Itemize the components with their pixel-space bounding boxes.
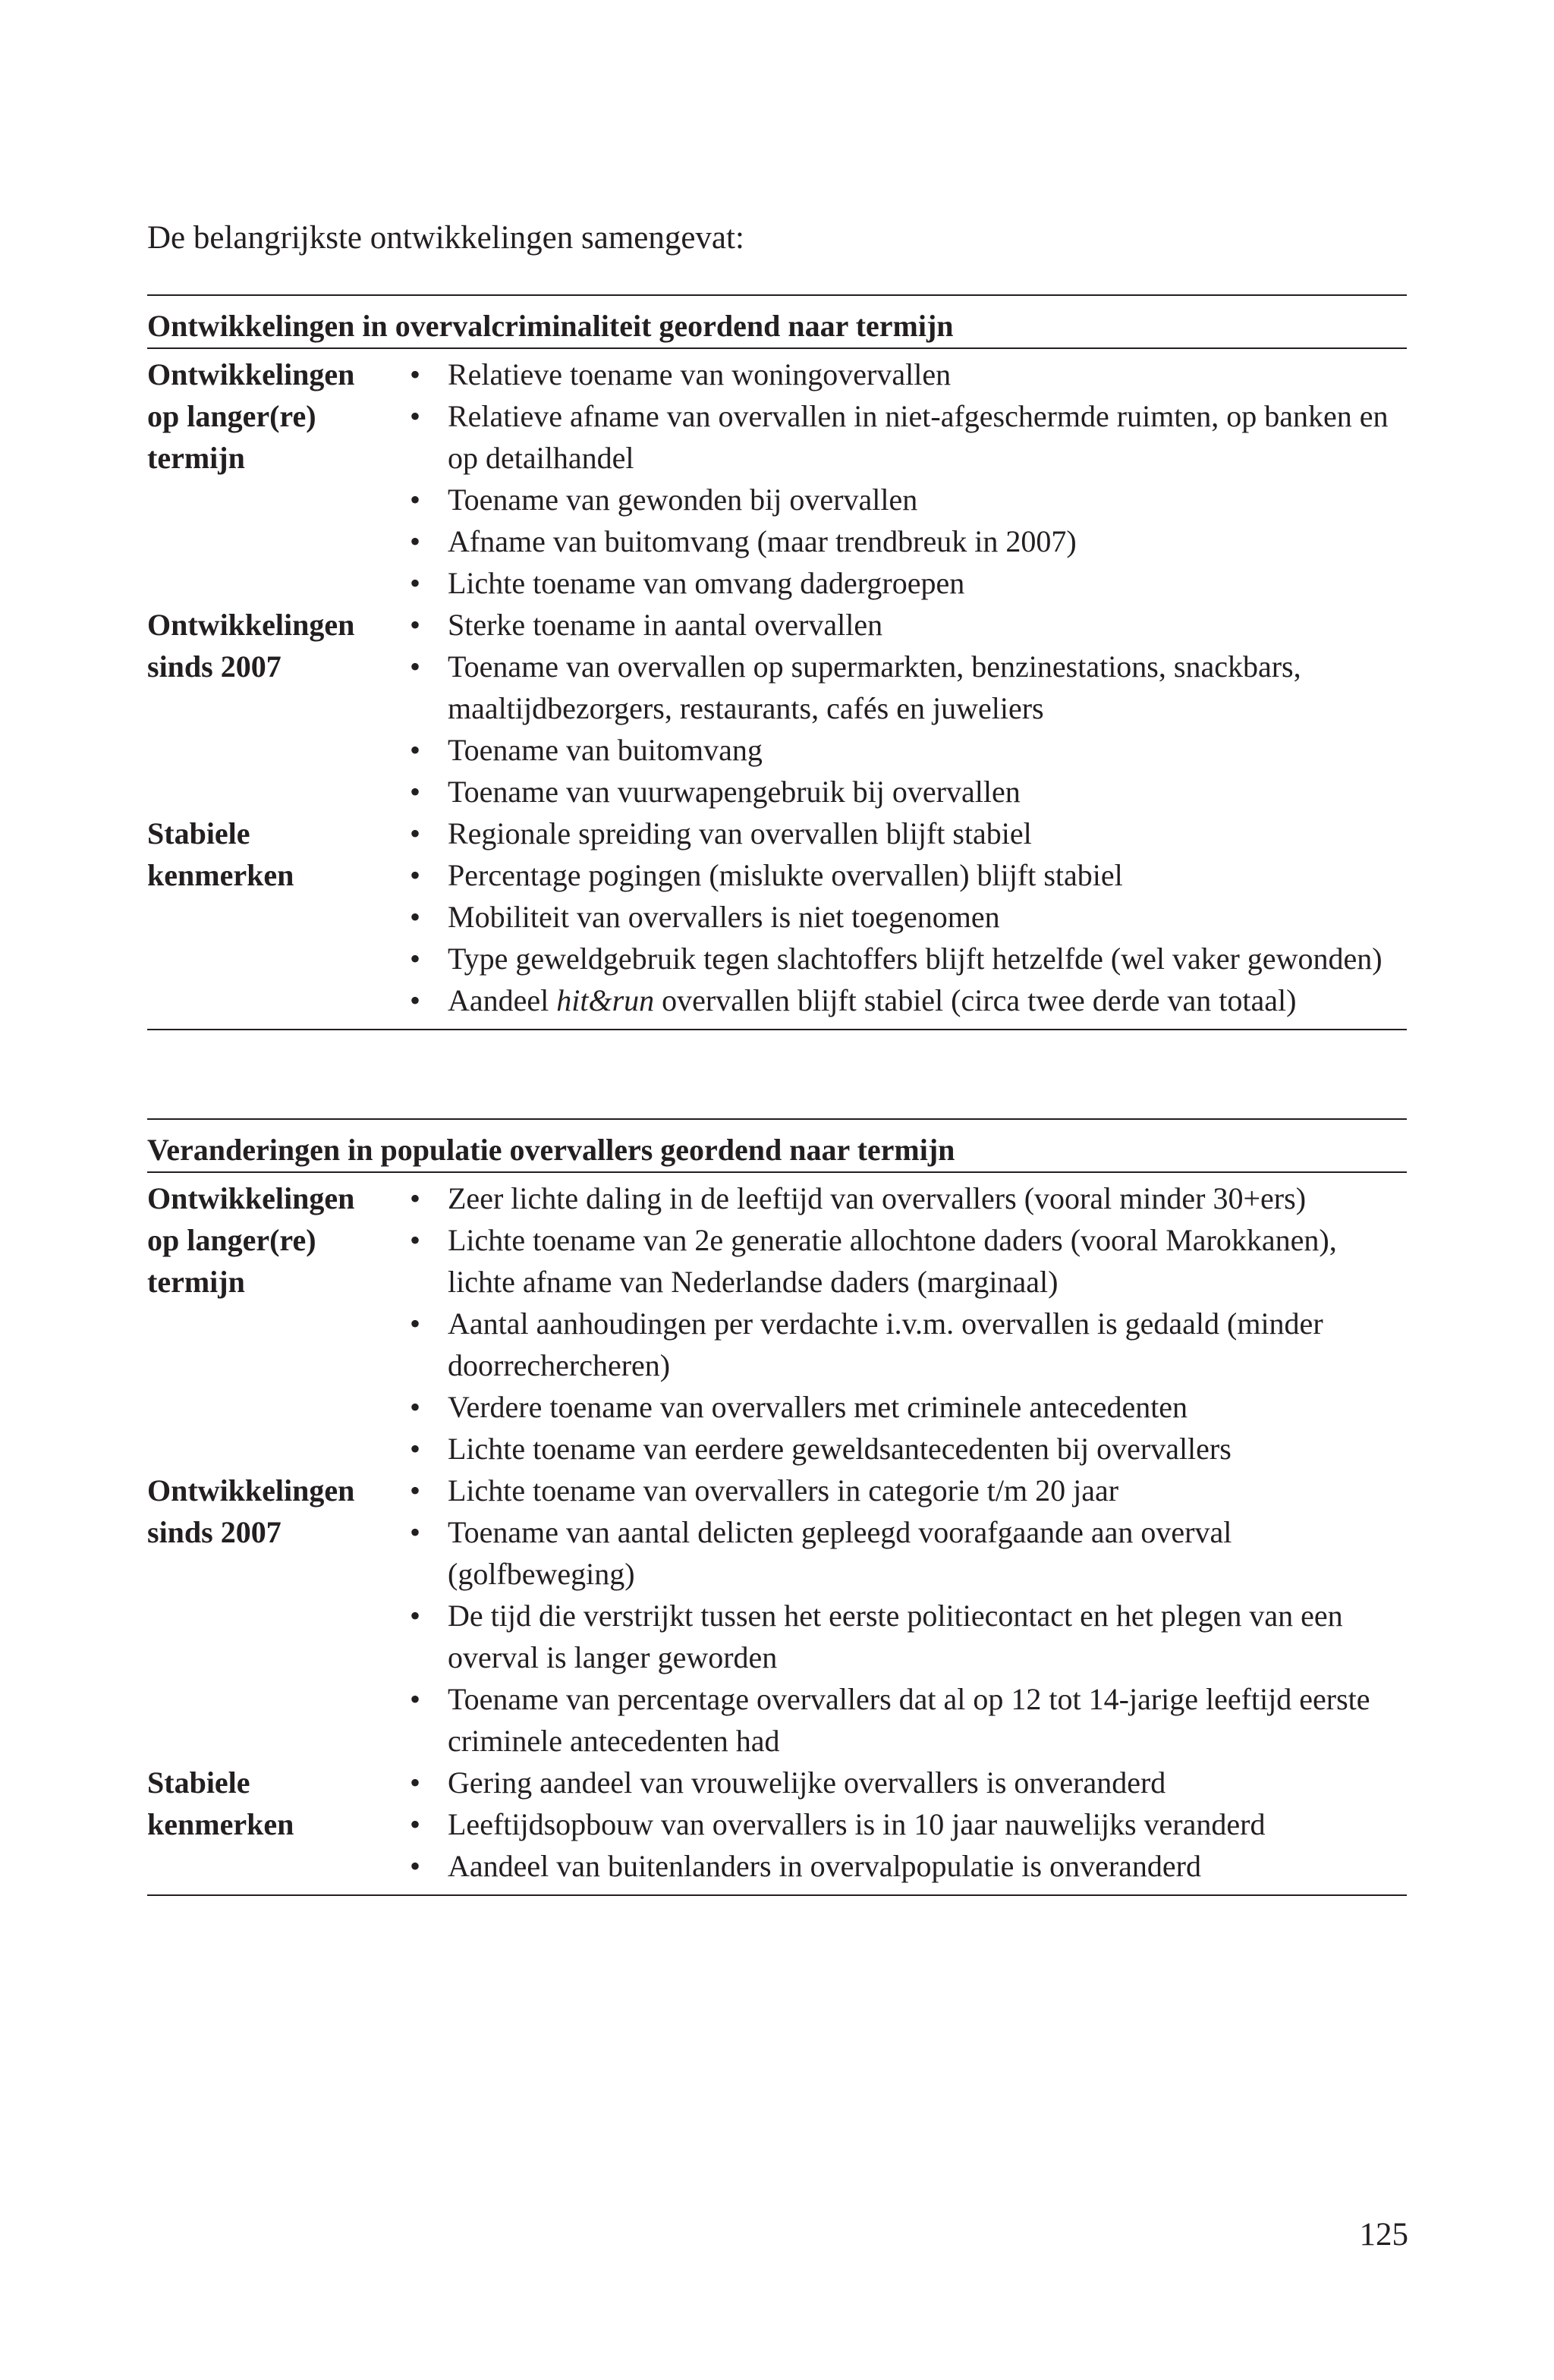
list-item: • Aantal aanhoudingen per verdachte i.v.m. overvallen is gedaald (minder doorrechercheren) — [401, 1303, 1407, 1386]
label-line: kenmerken — [147, 858, 294, 892]
list-item: • Toename van gewonden bij overvallen — [401, 479, 1407, 520]
list-item: • Mobiliteit van overvallers is niet toegenomen — [401, 896, 1407, 938]
item-text: Aandeel — [448, 983, 557, 1017]
group-label — [147, 604, 401, 687]
list-item: • Toename van overvallen op supermarkten, benzinestations, snackbars, maaltijdbezorgers, restaurants, cafés en juweliers — [401, 646, 1407, 729]
list-item: • Zeer lichte daling in de leeftijd van overvallers (vooral minder 30+ers) — [401, 1177, 1407, 1219]
label-line: op langer(re) — [147, 399, 316, 433]
label-line: Ontwikkelingen — [147, 1473, 355, 1508]
intro-text: De belangrijkste ontwikkelingen samengevat: — [147, 220, 744, 256]
list-item — [401, 979, 1407, 1021]
group-langer-termijn — [147, 1177, 1407, 1470]
list-item: • Afname van buitomvang (maar trendbreuk in 2007) — [401, 520, 1407, 562]
list-item: • Lichte toename van eerdere geweldsantecedenten bij overvallers — [401, 1428, 1407, 1470]
label-line: kenmerken — [147, 1807, 294, 1841]
item-text: overvallen blijft stabiel (circa twee derde van totaal) — [654, 983, 1297, 1017]
group-stabiele-kenmerken — [147, 813, 1407, 1021]
label-line: Stabiele — [147, 1765, 250, 1800]
list-item: • Regionale spreiding van overvallen blijft stabiel — [401, 813, 1407, 854]
list-item: • Percentage pogingen (mislukte overvallen) blijft stabiel — [401, 854, 1407, 896]
item-text-italic: hit&run — [556, 983, 655, 1017]
list-item: • Toename van vuurwapengebruik bij overvallen — [401, 771, 1407, 813]
label-line: termijn — [147, 1265, 245, 1299]
table-populatie-overvallers — [147, 1118, 1407, 1896]
group-sinds-2007 — [147, 604, 1407, 813]
bullet-list — [401, 813, 1407, 1021]
list-item: • Lichte toename van omvang dadergroepen — [401, 562, 1407, 604]
list-item: • De tijd die verstrijkt tussen het eerste politiecontact en het plegen van een overval is langer geworden — [401, 1595, 1407, 1678]
label-line: Ontwikkelingen — [147, 357, 355, 391]
page-number: 125 — [1359, 2217, 1408, 2253]
list-item: • Lichte toename van overvallers in categorie t/m 20 jaar — [401, 1470, 1407, 1511]
list-item: • Toename van percentage overvallers dat al op 12 tot 14-jarige leeftijd eerste criminele antecedenten had — [401, 1678, 1407, 1762]
group-label — [147, 1177, 401, 1303]
group-label — [147, 354, 401, 479]
bullet-list — [401, 1762, 1407, 1887]
bullet-list — [401, 1470, 1407, 1762]
label-line: sinds 2007 — [147, 1515, 282, 1549]
list-item: • Aandeel van buitenlanders in overvalpopulatie is onveranderd — [401, 1845, 1407, 1887]
list-item: • Toename van buitomvang — [401, 729, 1407, 771]
label-line: Ontwikkelingen — [147, 608, 355, 642]
group-label — [147, 813, 401, 896]
label-line: Ontwikkelingen — [147, 1181, 355, 1215]
label-line: op langer(re) — [147, 1223, 316, 1257]
list-item: • Relatieve afname van overvallen in niet-afgeschermde ruimten, op banken en op detailhandel — [401, 395, 1407, 479]
list-item: • Type geweldgebruik tegen slachtoffers blijft hetzelfde (wel vaker gewonden) — [401, 938, 1407, 979]
table-title: Ontwikkelingen in overvalcriminaliteit geordend naar termijn — [147, 294, 1407, 347]
list-item: • Verdere toename van overvallers met criminele antecedenten — [401, 1386, 1407, 1428]
list-item: • Gering aandeel van vrouwelijke overvallers is onveranderd — [401, 1762, 1407, 1803]
list-item: • Toename van aantal delicten gepleegd voorafgaande aan overval (golfbeweging) — [401, 1511, 1407, 1595]
table-body — [147, 1171, 1407, 1896]
table-overvalcriminaliteit — [147, 294, 1407, 1030]
list-item: • Sterke toename in aantal overvallen — [401, 604, 1407, 646]
label-line: sinds 2007 — [147, 649, 282, 684]
table-body — [147, 347, 1407, 1030]
table-title: Veranderingen in populatie overvallers geordend naar termijn — [147, 1118, 1407, 1171]
group-langer-termijn — [147, 354, 1407, 604]
list-item: • Relatieve toename van woningovervallen — [401, 354, 1407, 395]
bullet-list — [401, 604, 1407, 813]
label-line: Stabiele — [147, 816, 250, 850]
bullet-list — [401, 1177, 1407, 1470]
group-sinds-2007 — [147, 1470, 1407, 1762]
group-label — [147, 1762, 401, 1845]
bullet-list — [401, 354, 1407, 604]
list-item: • Leeftijdsopbouw van overvallers is in 10 jaar nauwelijks veranderd — [401, 1803, 1407, 1845]
group-stabiele-kenmerken — [147, 1762, 1407, 1887]
label-line: termijn — [147, 441, 245, 475]
list-item: • Lichte toename van 2e generatie allochtone daders (vooral Marokkanen), lichte afname van Nederlandse daders (marginaal) — [401, 1219, 1407, 1303]
group-label — [147, 1470, 401, 1553]
